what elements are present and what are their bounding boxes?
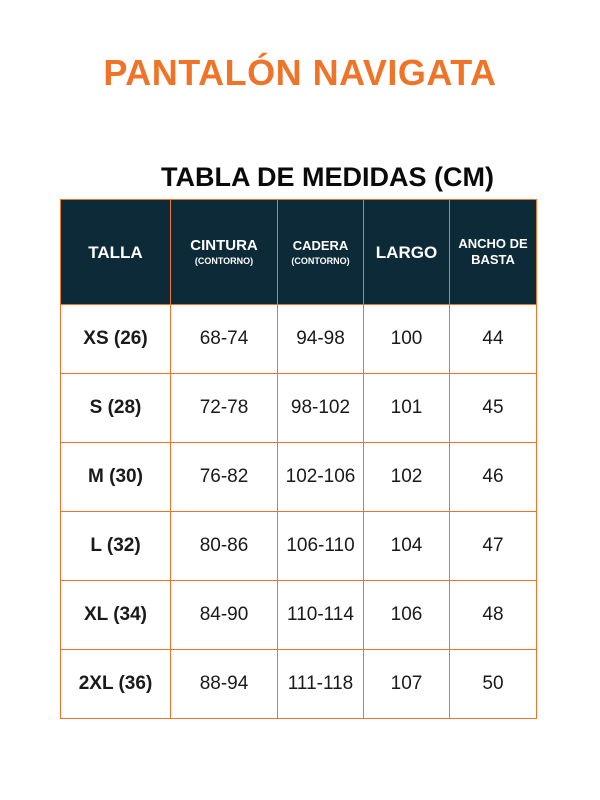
header-label: TALLA	[88, 242, 143, 262]
header-largo	[364, 200, 450, 305]
cell-cadera: 106-110	[278, 512, 364, 581]
cell-cadera: 102-106	[278, 443, 364, 512]
cell-largo: 104	[364, 512, 450, 581]
cell-cintura: 72-78	[171, 374, 278, 443]
cell-largo: 101	[364, 374, 450, 443]
header-cintura	[171, 200, 278, 305]
table-row	[61, 443, 537, 512]
header-sublabel: (CONTORNO)	[291, 255, 350, 266]
header-label: CADERA	[292, 237, 349, 253]
header-label: LARGO	[375, 242, 438, 262]
table-row	[61, 512, 537, 581]
cell-cintura: 84-90	[171, 581, 278, 650]
table-subtitle: TABLA DE MEDIDAS (CM)	[161, 162, 494, 192]
cell-talla: XL (34)	[61, 581, 171, 650]
cell-ancho-de-basta: 47	[450, 512, 537, 581]
cell-ancho-de-basta: 48	[450, 581, 537, 650]
cell-ancho-de-basta: 46	[450, 443, 537, 512]
header-label: CINTURA	[190, 237, 258, 254]
header-label: ANCHO DE BASTA	[458, 236, 528, 267]
table-header-row	[61, 200, 537, 305]
page-title: PANTALÓN NAVIGATA	[103, 52, 497, 93]
header-ancho-de-basta	[450, 200, 537, 305]
table-row	[61, 374, 537, 443]
header-talla	[61, 200, 171, 305]
cell-talla: L (32)	[61, 512, 171, 581]
cell-cadera: 98-102	[278, 374, 364, 443]
cell-ancho-de-basta: 44	[450, 305, 537, 374]
cell-talla: 2XL (36)	[61, 650, 171, 719]
cell-largo: 100	[364, 305, 450, 374]
cell-cadera: 110-114	[278, 581, 364, 650]
cell-talla: S (28)	[61, 374, 171, 443]
cell-cintura: 68-74	[171, 305, 278, 374]
cell-talla: M (30)	[61, 443, 171, 512]
cell-cadera: 111-118	[278, 650, 364, 719]
cell-largo: 102	[364, 443, 450, 512]
table-row	[61, 650, 537, 719]
cell-cintura: 88-94	[171, 650, 278, 719]
cell-cintura: 80-86	[171, 512, 278, 581]
cell-largo: 107	[364, 650, 450, 719]
header-cadera	[278, 200, 364, 305]
cell-ancho-de-basta: 45	[450, 374, 537, 443]
table-row	[61, 581, 537, 650]
cell-cintura: 76-82	[171, 443, 278, 512]
cell-largo: 106	[364, 581, 450, 650]
size-table	[60, 199, 537, 719]
table-row	[61, 305, 537, 374]
cell-talla: XS (26)	[61, 305, 171, 374]
cell-ancho-de-basta: 50	[450, 650, 537, 719]
cell-cadera: 94-98	[278, 305, 364, 374]
header-sublabel: (CONTORNO)	[194, 256, 254, 266]
